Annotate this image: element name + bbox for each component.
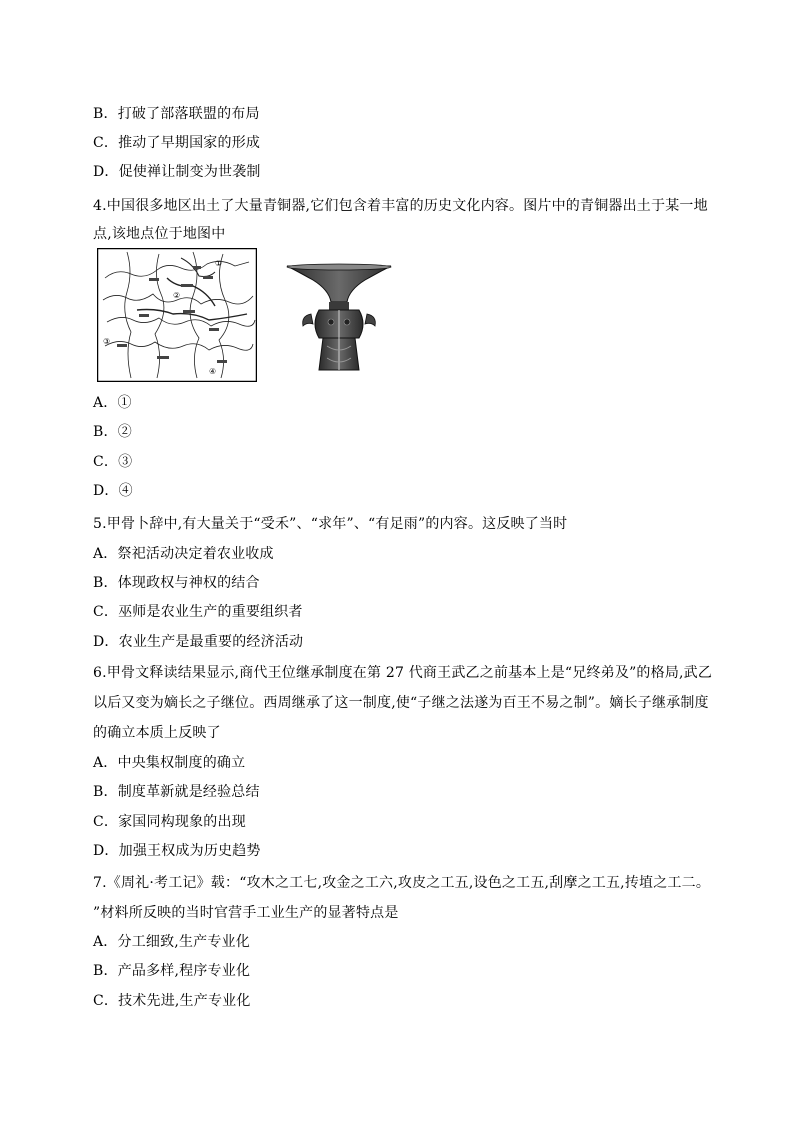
map-marker-4: ④	[209, 367, 217, 376]
q3-option-c[interactable]: C．推动了早期国家的形成	[93, 135, 261, 151]
q6-option-c[interactable]: C．家国同构现象的出现	[93, 814, 246, 830]
q5-option-b[interactable]: B．体现政权与神权的结合	[93, 575, 260, 591]
q6-stem-line2: 以后又变为嫡长之子继位。西周继承了这一制度,使“子继之法遂为百王不易之制”。嫡长子继承制度	[93, 695, 709, 711]
map-marker-1: ①	[215, 259, 223, 268]
bronze-distribution-map	[97, 248, 257, 382]
q4-stem-line2: 点,该地点位于地图中	[93, 226, 226, 242]
q5-option-c[interactable]: C．巫师是农业生产的重要组织者	[93, 604, 303, 620]
q5-stem: 5.甲骨卜辞中,有大量关于“受禾”、“求年”、“有足雨”的内容。这反映了当时	[93, 516, 568, 532]
q4-option-d[interactable]: D．④	[93, 483, 133, 499]
q4-option-a[interactable]: A．①	[93, 395, 132, 411]
q4-stem-line1: 4.中国很多地区出土了大量青铜器,它们包含着丰富的历史文化内容。图片中的青铜器出土于某一地	[93, 198, 708, 214]
q7-option-c[interactable]: C．技术先进,生产专业化	[93, 993, 251, 1009]
q7-stem-line1: 7.《周礼·考工记》载：“攻木之工七,攻金之工六,攻皮之工五,设色之工五,刮摩之工五,抟埴之工二。	[93, 875, 711, 891]
q6-stem-line1: 6.甲骨文释读结果显示,商代王位继承制度在第 27 代商王武乙之前基本上是“兄终弟及”的格局,武乙	[93, 665, 713, 681]
q4-option-c[interactable]: C．③	[93, 454, 133, 470]
bronze-vessel-image	[283, 262, 395, 374]
q6-option-d[interactable]: D．加强王权成为历史趋势	[93, 843, 261, 859]
q5-option-d[interactable]: D．农业生产是最重要的经济活动	[93, 634, 304, 650]
q4-option-b[interactable]: B．②	[93, 424, 132, 440]
q5-option-a[interactable]: A．祭祀活动决定着农业收成	[93, 546, 274, 562]
q3-option-d[interactable]: D．促使禅让制变为世袭制	[93, 164, 261, 180]
map-marker-3: ③	[103, 337, 111, 346]
q6-stem-line3: 的确立本质上反映了	[93, 725, 221, 741]
q6-option-a[interactable]: A．中央集权制度的确立	[93, 755, 246, 771]
q7-option-b[interactable]: B．产品多样,程序专业化	[93, 963, 251, 979]
map-image	[97, 248, 257, 382]
q7-option-a[interactable]: A．分工细致,生产专业化	[93, 934, 250, 950]
map-marker-2: ②	[173, 291, 181, 300]
bronze-zun-icon	[283, 262, 395, 374]
q7-stem-line2: ”材料所反映的当时官营手工业生产的显著特点是	[93, 905, 399, 921]
q6-option-b[interactable]: B．制度革新就是经验总结	[93, 784, 260, 800]
q3-option-b[interactable]: B．打破了部落联盟的布局	[93, 106, 260, 122]
